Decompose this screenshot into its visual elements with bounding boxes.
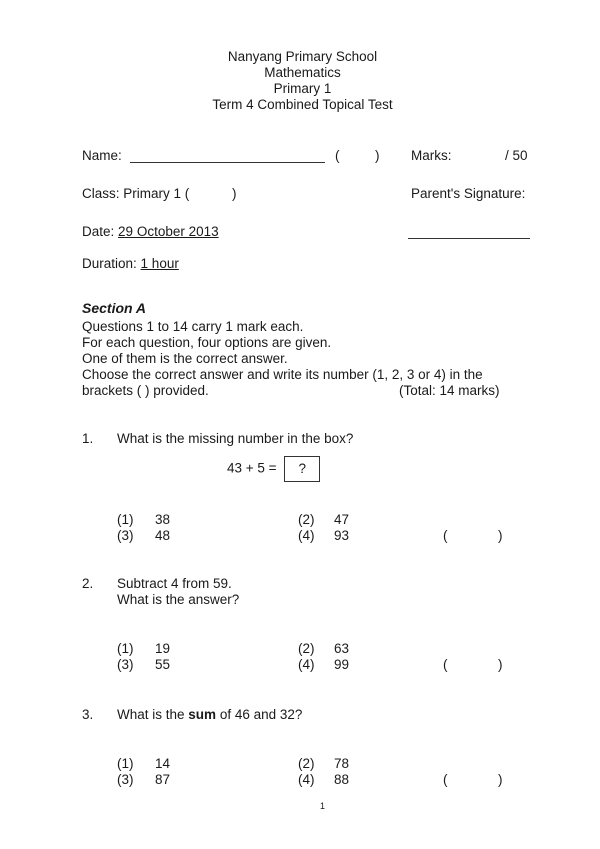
option-value: 88 bbox=[334, 772, 350, 787]
option-value: 14 bbox=[155, 756, 171, 771]
question-text-pre: What is the bbox=[117, 707, 185, 722]
parent-signature-label: Parent's Signature: bbox=[411, 186, 526, 201]
option-number: (4) bbox=[298, 528, 315, 543]
option-value: 19 bbox=[155, 641, 171, 656]
test-title: Term 4 Combined Topical Test bbox=[212, 97, 393, 112]
subject: Mathematics bbox=[264, 65, 341, 80]
option-value: 63 bbox=[334, 641, 350, 656]
option-value: 48 bbox=[155, 528, 171, 543]
section-title: Section A bbox=[82, 300, 147, 316]
keyword-sum: sum bbox=[188, 707, 217, 722]
option-number: (4) bbox=[298, 657, 315, 672]
option-number: (2) bbox=[298, 756, 315, 771]
option-value: 47 bbox=[334, 512, 350, 527]
option-number: (4) bbox=[298, 772, 315, 787]
equation: 43 + 5 = bbox=[227, 460, 277, 476]
register-bracket-open: ( bbox=[335, 148, 340, 163]
page-number: 1 bbox=[320, 801, 326, 811]
option-number: (1) bbox=[117, 641, 134, 656]
school-name: Nanyang Primary School bbox=[227, 49, 378, 64]
question-text: Subtract 4 from 59. bbox=[117, 576, 232, 591]
class-label: Class: Primary 1 ( bbox=[82, 186, 190, 201]
answer-bracket-close: ) bbox=[498, 528, 503, 543]
instruction-line: One of them is the correct answer. bbox=[82, 351, 288, 366]
question-text-post: of 46 and 32? bbox=[219, 707, 303, 722]
option-number: (2) bbox=[298, 512, 315, 527]
instruction-line: brackets ( ) provided. bbox=[82, 383, 209, 398]
instruction-line: Choose the correct answer and write its number (1, 2, 3 or 4) in the bbox=[82, 367, 483, 382]
equation-row bbox=[227, 456, 320, 482]
option-number: (3) bbox=[117, 657, 134, 672]
instruction-line: For each question, four options are given. bbox=[82, 335, 332, 350]
answer-bracket-open: ( bbox=[443, 528, 448, 543]
missing-number-box: ? bbox=[284, 456, 320, 482]
option-number: (1) bbox=[117, 756, 134, 771]
question-text: What is the answer? bbox=[117, 592, 240, 607]
level: Primary 1 bbox=[273, 81, 332, 96]
question-number: 1. bbox=[82, 431, 94, 446]
option-value: 78 bbox=[334, 756, 350, 771]
question-text: What is the missing number in the box? bbox=[117, 431, 354, 446]
option-value: 93 bbox=[334, 528, 350, 543]
date-row bbox=[82, 224, 219, 239]
option-value: 55 bbox=[155, 657, 171, 672]
date-label: Date: bbox=[82, 224, 115, 239]
instruction-line: Questions 1 to 14 carry 1 mark each. bbox=[82, 319, 304, 334]
option-value: 99 bbox=[334, 657, 350, 672]
option-value: 38 bbox=[155, 512, 171, 527]
answer-bracket-open: ( bbox=[443, 772, 448, 787]
option-number: (1) bbox=[117, 512, 134, 527]
question-number: 3. bbox=[82, 707, 94, 722]
class-bracket-close: ) bbox=[232, 186, 237, 201]
option-number: (3) bbox=[117, 528, 134, 543]
duration-row bbox=[82, 256, 179, 271]
answer-bracket-close: ) bbox=[498, 772, 503, 787]
marks-total: / 50 bbox=[505, 148, 528, 163]
option-number: (3) bbox=[117, 772, 134, 787]
question-number: 2. bbox=[82, 576, 94, 591]
duration-label: Duration: bbox=[82, 256, 137, 271]
marks-label: Marks: bbox=[411, 148, 452, 163]
section-total: (Total: 14 marks) bbox=[399, 383, 500, 398]
name-blank bbox=[130, 150, 325, 163]
signature-blank bbox=[408, 226, 530, 239]
answer-bracket-close: ) bbox=[498, 657, 503, 672]
option-value: 87 bbox=[155, 772, 171, 787]
name-label: Name: bbox=[82, 148, 122, 163]
register-bracket-close: ) bbox=[375, 148, 380, 163]
answer-bracket-open: ( bbox=[443, 657, 448, 672]
duration-value: 1 hour bbox=[140, 256, 179, 271]
question-text bbox=[117, 707, 302, 722]
option-number: (2) bbox=[298, 641, 315, 656]
date-value: 29 October 2013 bbox=[118, 224, 219, 239]
